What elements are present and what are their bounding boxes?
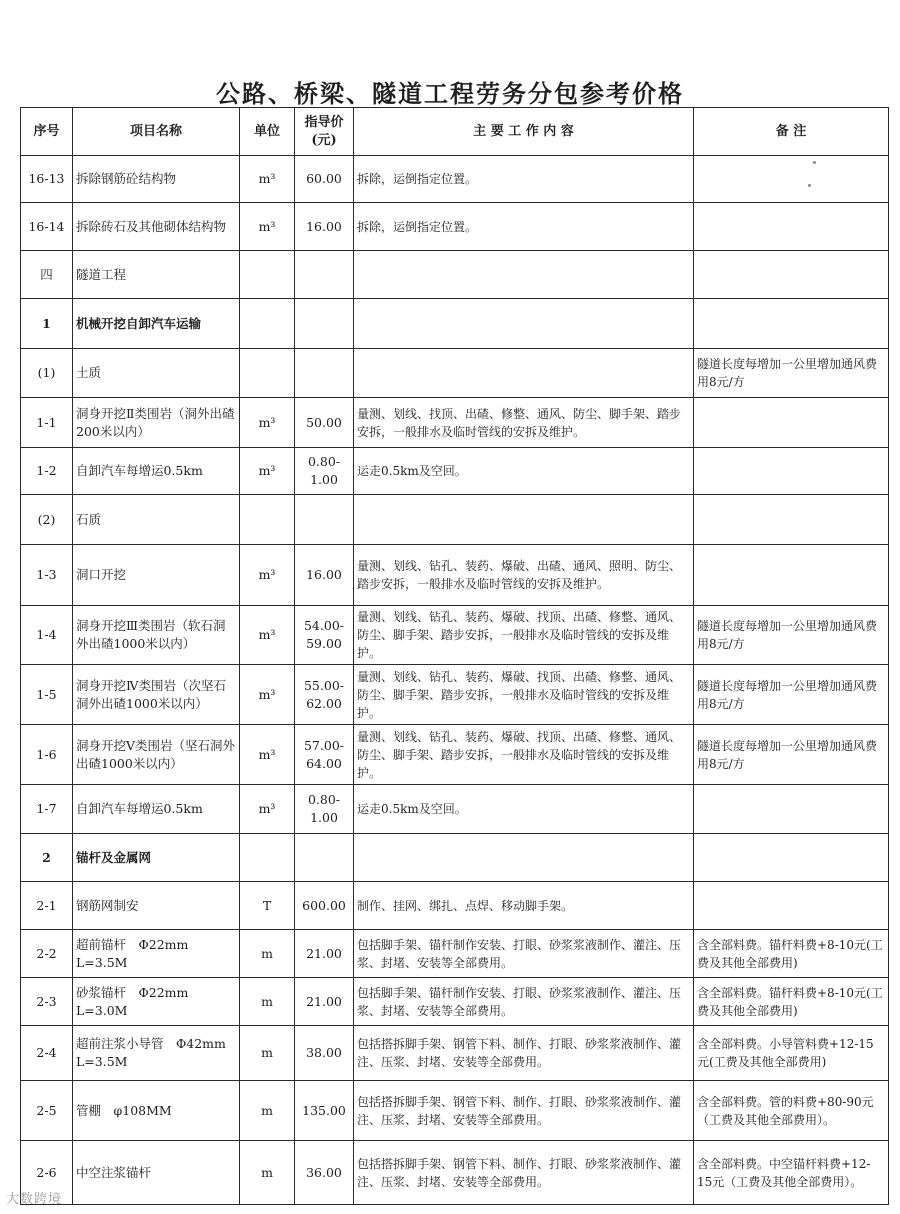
table-row (21, 725, 889, 785)
work-content: 包括脚手架、锚杆制作安装、打眼、砂浆浆液制作、灌注、压浆、封堵、安装等全部费用。 (354, 930, 694, 978)
table-row (21, 606, 889, 665)
remark (694, 882, 889, 930)
work-content: 运走0.5km及空回。 (354, 448, 694, 495)
work-content (354, 349, 694, 398)
unit: m³ (240, 156, 295, 203)
remark (694, 448, 889, 495)
item-name: 拆除砖石及其他砌体结构物 (73, 203, 240, 251)
table-row (21, 203, 889, 251)
item-name: 机械开挖自卸汽车运输 (73, 299, 240, 349)
guide-price: 36.00 (295, 1141, 354, 1205)
row-number: 2 (21, 834, 73, 882)
guide-price (295, 299, 354, 349)
item-name: 管棚 φ108MM (73, 1081, 240, 1141)
item-name: 自卸汽车每增运0.5km (73, 448, 240, 495)
header-price: 指导价 (元) (295, 108, 354, 156)
guide-price: 21.00 (295, 978, 354, 1026)
item-name: 砂浆锚杆 Φ22mm L=3.0M (73, 978, 240, 1026)
guide-price: 50.00 (295, 398, 354, 448)
work-content (354, 299, 694, 349)
item-name: 洞身开挖Ⅳ类围岩（次坚石洞外出碴1000米以内） (73, 665, 240, 725)
guide-price (295, 349, 354, 398)
row-number: 2-5 (21, 1081, 73, 1141)
row-number: 2-2 (21, 930, 73, 978)
unit (240, 299, 295, 349)
table-row (21, 349, 889, 398)
remark (694, 398, 889, 448)
work-content: 量测、划线、钻孔、装药、爆破、找顶、出碴、修整、通风、防尘、脚手架、踏步安拆，一般排水及临时管线的安拆及维护。 (354, 665, 694, 725)
remark (694, 299, 889, 349)
table-row (21, 1026, 889, 1081)
row-number: 1-2 (21, 448, 73, 495)
item-name: 超前锚杆 Φ22mm L=3.5M (73, 930, 240, 978)
row-number: 1-3 (21, 545, 73, 606)
header-work: 主 要 工 作 内 容 (354, 108, 694, 156)
guide-price: 60.00 (295, 156, 354, 203)
item-name: 隧道工程 (73, 251, 240, 299)
item-name: 洞身开挖Ⅱ类围岩（洞外出碴200米以内） (73, 398, 240, 448)
remark (694, 495, 889, 545)
table-row (21, 882, 889, 930)
item-name: 洞身开挖Ⅴ类围岩（坚石洞外出碴1000米以内） (73, 725, 240, 785)
remark: 含全部料费。锚杆料费+8-10元(工费及其他全部费用) (694, 930, 889, 978)
item-name: 洞身开挖Ⅲ类围岩（软石洞外出碴1000米以内） (73, 606, 240, 665)
unit: m (240, 1141, 295, 1205)
work-content: 拆除，运倒指定位置。 (354, 156, 694, 203)
item-name: 锚杆及金属网 (73, 834, 240, 882)
unit: m³ (240, 665, 295, 725)
unit: m (240, 1026, 295, 1081)
row-number: 1-6 (21, 725, 73, 785)
item-name: 石质 (73, 495, 240, 545)
row-number: 2-6 (21, 1141, 73, 1205)
unit (240, 251, 295, 299)
guide-price: 16.00 (295, 203, 354, 251)
item-name: 超前注浆小导管 Φ42mm L=3.5M (73, 1026, 240, 1081)
remark (694, 203, 889, 251)
row-number: (2) (21, 495, 73, 545)
header-no: 序号 (21, 108, 73, 156)
remark (694, 785, 889, 834)
work-content: 量测、划线、钻孔、装药、爆破、出碴、通风、照明、防尘、踏步安拆，一般排水及临时管线的安拆及维护。 (354, 545, 694, 606)
row-number: 1-7 (21, 785, 73, 834)
item-name: 中空注浆锚杆 (73, 1141, 240, 1205)
unit: m³ (240, 448, 295, 495)
guide-price (295, 834, 354, 882)
unit: m³ (240, 203, 295, 251)
work-content (354, 495, 694, 545)
table-row (21, 448, 889, 495)
table-row (21, 398, 889, 448)
remark: 含全部料费。中空锚杆料费+12-15元（工费及其他全部费用）。 (694, 1141, 889, 1205)
row-number: 1-4 (21, 606, 73, 665)
table-row (21, 495, 889, 545)
unit: m³ (240, 398, 295, 448)
header-name: 项目名称 (73, 108, 240, 156)
unit (240, 349, 295, 398)
table-row (21, 299, 889, 349)
unit: T (240, 882, 295, 930)
table-row (21, 545, 889, 606)
work-content: 量测、划线、钻孔、装药、爆破、找顶、出碴、修整、通风、防尘、脚手架、踏步安拆，一般排水及临时管线的安拆及维护。 (354, 606, 694, 665)
table-row (21, 930, 889, 978)
table-row (21, 156, 889, 203)
unit (240, 834, 295, 882)
item-name: 拆除钢筋砼结构物 (73, 156, 240, 203)
work-content: 量测、划线、找顶、出碴、修整、通风、防尘、脚手架、踏步安拆，一般排水及临时管线的安拆及维护。 (354, 398, 694, 448)
unit: m (240, 1081, 295, 1141)
row-number: 1-5 (21, 665, 73, 725)
item-name: 钢筋网制安 (73, 882, 240, 930)
work-content: 包括脚手架、锚杆制作安装、打眼、砂浆浆液制作、灌注、压浆、封堵、安装等全部费用。 (354, 978, 694, 1026)
remark: 隧道长度每增加一公里增加通风费用8元/方 (694, 349, 889, 398)
unit: m³ (240, 725, 295, 785)
header-unit: 单位 (240, 108, 295, 156)
work-content: 包括搭拆脚手架、钢管下料、制作、打眼、砂浆浆液制作、灌注、压浆、封堵、安装等全部费用。 (354, 1141, 694, 1205)
watermark-text: 大数跨境 (6, 1192, 63, 1207)
page-title: 公路、桥梁、隧道工程劳务分包参考价格 (216, 79, 684, 108)
unit: m (240, 930, 295, 978)
header-note: 备 注 (694, 108, 889, 156)
work-content: 运走0.5km及空回。 (354, 785, 694, 834)
work-content: 制作、挂网、绑扎、点焊、移动脚手架。 (354, 882, 694, 930)
work-content: 拆除，运倒指定位置。 (354, 203, 694, 251)
speck-dot (813, 161, 816, 164)
row-number: 1 (21, 299, 73, 349)
table-row (21, 834, 889, 882)
remark (694, 545, 889, 606)
speck-dot (808, 184, 811, 187)
remark (694, 156, 889, 203)
row-number: 2-3 (21, 978, 73, 1026)
item-name: 洞口开挖 (73, 545, 240, 606)
remark: 含全部料费。小导管料费+12-15元(工费及其他全部费用) (694, 1026, 889, 1081)
guide-price (295, 251, 354, 299)
unit: m³ (240, 785, 295, 834)
work-content: 包括搭拆脚手架、钢管下料、制作、打眼、砂浆浆液制作、灌注、压浆、封堵、安装等全部费用。 (354, 1081, 694, 1141)
item-name: 自卸汽车每增运0.5km (73, 785, 240, 834)
work-content (354, 834, 694, 882)
unit: m³ (240, 606, 295, 665)
unit: m (240, 978, 295, 1026)
row-number: 16-13 (21, 156, 73, 203)
remark: 含全部料费。锚杆料费+8-10元(工费及其他全部费用) (694, 978, 889, 1026)
guide-price: 38.00 (295, 1026, 354, 1081)
work-content: 量测、划线、钻孔、装药、爆破、找顶、出碴、修整、通风、防尘、脚手架、踏步安拆，一般排水及临时管线的安拆及维护。 (354, 725, 694, 785)
row-number: 2-1 (21, 882, 73, 930)
row-number: 2-4 (21, 1026, 73, 1081)
table-row (21, 978, 889, 1026)
row-number: 16-14 (21, 203, 73, 251)
item-name: 土质 (73, 349, 240, 398)
remark: 隧道长度每增加一公里增加通风费用8元/方 (694, 725, 889, 785)
price-table (20, 107, 889, 1205)
guide-price (295, 495, 354, 545)
guide-price: 21.00 (295, 930, 354, 978)
guide-price: 135.00 (295, 1081, 354, 1141)
work-content: 包括搭拆脚手架、钢管下料、制作、打眼、砂浆浆液制作、灌注、压浆、封堵、安装等全部费用。 (354, 1026, 694, 1081)
row-number: 1-1 (21, 398, 73, 448)
table-row (21, 1081, 889, 1141)
guide-price: 600.00 (295, 882, 354, 930)
row-number: 四 (21, 251, 73, 299)
guide-price: 57.00- 64.00 (295, 725, 354, 785)
guide-price: 55.00- 62.00 (295, 665, 354, 725)
work-content (354, 251, 694, 299)
table-row (21, 785, 889, 834)
table-row (21, 1141, 889, 1205)
remark (694, 834, 889, 882)
row-number: (1) (21, 349, 73, 398)
table-body (21, 156, 889, 1205)
unit: m³ (240, 545, 295, 606)
guide-price: 54.00- 59.00 (295, 606, 354, 665)
guide-price: 0.80- 1.00 (295, 785, 354, 834)
guide-price: 16.00 (295, 545, 354, 606)
table-row (21, 665, 889, 725)
remark: 隧道长度每增加一公里增加通风费用8元/方 (694, 665, 889, 725)
remark: 隧道长度每增加一公里增加通风费用8元/方 (694, 606, 889, 665)
remark (694, 251, 889, 299)
remark: 含全部料费。管的料费+80-90元（工费及其他全部费用）。 (694, 1081, 889, 1141)
table-row (21, 251, 889, 299)
header-row (21, 108, 889, 156)
unit (240, 495, 295, 545)
guide-price: 0.80- 1.00 (295, 448, 354, 495)
